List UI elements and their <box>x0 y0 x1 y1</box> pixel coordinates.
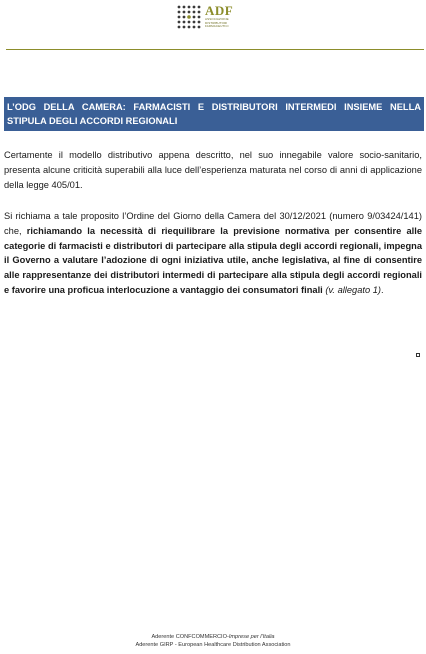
section-title-band <box>4 97 424 131</box>
footer-line-1-italic: Imprese per l’Italia <box>228 634 275 640</box>
footer-line-1 <box>0 633 426 641</box>
section-title: L’ODG DELLA CAMERA: FARMACISTI E DISTRIBUTORI INTERMEDI INSIEME NELLA STIPULA DEGLI ACCORDI REGIONALI <box>7 102 421 126</box>
paragraph-2 <box>4 209 422 298</box>
paragraph-2-bold: richiamando la necessità di riequilibrare la previsione normativa per consentire alle categorie di farmacisti e distributori di partecipare alla stipula degli accordi regionali, impegna il Governo a valutare l’adozione di ogni iniziativa utile, anche legislativa, al fine di consentire alle rappresentanze dei distributori intermedi di partecipare alla stipula degli accordi regionali e favorire una proficua interlocuzione a vantaggio dei consumatori finali <box>4 225 423 295</box>
header-divider <box>6 49 424 50</box>
footer-line-2: Aderente GIRP - European Healthcare Distribution Association <box>135 642 291 648</box>
footer-line-1-prefix: Aderente CONFCOMMERCIO- <box>151 634 229 640</box>
allegato-reference: (v. allegato 1) <box>325 284 381 295</box>
logo-subtitle: ASSOCIAZIONE DISTRIBUTORI FARMACEUTICI <box>205 17 229 29</box>
paragraph-2-intro: Si richiama a tale proposito l’Ordine del Giorno della Camera del 30/12/2021 (numero 9/03424/141) che, <box>4 211 422 236</box>
paragraph-1: Certamente il modello distributivo appena descritto, nel suo innegabile valore socio-sanitario, presenta alcune criticità superabili alla luce dell’esperienza maturata nel corso di anni di applicazione della legge 405/01. <box>4 150 422 190</box>
paragraph-2-end: . <box>380 284 384 295</box>
end-mark-square-icon <box>416 353 420 357</box>
header-logo <box>176 4 236 34</box>
footer <box>0 633 426 649</box>
adf-logo-dots-icon <box>176 4 202 30</box>
logo-text <box>205 4 233 29</box>
logo-abbr: ADF <box>205 3 234 18</box>
